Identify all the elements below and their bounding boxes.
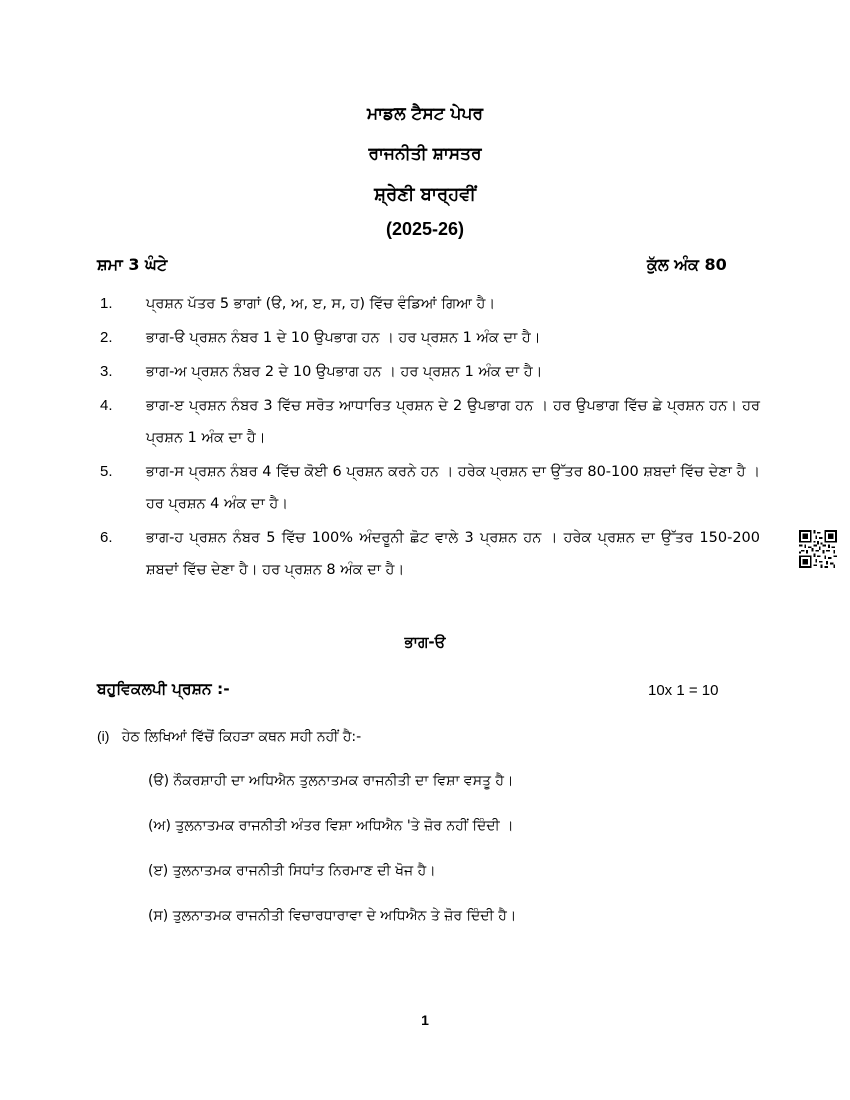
session-year: (2025-26) [385,219,465,239]
question-number: (i) [97,728,110,744]
instruction-text: ਭਾਗ-ਸ ਪ੍ਰਸ਼ਨ ਨੰਬਰ 4 ਵਿੱਚ ਕੋਈ 6 ਪ੍ਰਸ਼ਨ ਕਰਨੇ ਹਨ । ਹਰੇਕ ਪ੍ਰਸ਼ਨ ਦਾ ਉੱਤਰ 80-100 ਸ਼ਬਦਾਂ ਵਿੱਚ ਦੇਣਾ ਹੈ । ਹਰ ਪ੍ਰਸ਼ਨ 4 ਅੰਕ ਦਾ ਹੈ। [146,464,760,512]
mcq-heading: ਬਹੁਵਿਕਲਪੀ ਪ੍ਰਸ਼ਨ :- [97,680,230,698]
instruction-text: ਭਾਗ-ਹ ਪ੍ਰਸ਼ਨ ਨੰਬਰ 5 ਵਿੱਚ 100% ਅੰਦਰੂਨੀ ਛੋਟ ਵਾਲੇ 3 ਪ੍ਰਸ਼ਨ ਹਨ । ਹਰੇਕ ਪ੍ਰਸ਼ਨ ਦਾ ਉੱਤਰ 150-200 ਸ਼ਬਦਾਂ ਵਿੱਚ ਦੇਣਾ ਹੈ। ਹਰ ਪ੍ਰਸ਼ਨ 8 ਅੰਕ ਦਾ ਹੈ। [146,530,760,578]
question-text: ਹੇਠ ਲਿਖਿਆਂ ਵਿੱਚੋਂ ਕਿਹੜਾ ਕਥਨ ਸਹੀ ਨਹੀਂ ਹੈ:- [121,729,362,745]
instruction-number: 2. [100,329,113,346]
time-allowed: ਸ਼ਮਾ 3 ਘੰਟੇ [97,255,168,274]
instruction-item [100,288,760,320]
instruction-number: 4. [100,397,113,414]
instruction-item [100,522,760,586]
options-list [148,773,516,953]
instructions-list [100,288,760,588]
question-item [97,728,361,745]
instruction-text: ਪ੍ਰਸ਼ਨ ਪੱਤਰ 5 ਭਾਗਾਂ (ੳ, ਅ, ੲ, ਸ, ਹ) ਵਿੱਚ ਵੰਡਿਆਂ ਗਿਆ ਹੈ। [146,296,496,312]
total-marks: ਕੁੱਲ ਅੰਕ 80 [647,255,727,274]
qr-code-icon [799,530,837,568]
instruction-item [100,356,760,388]
option-a: (ੳ) ਨੌਕਰਸ਼ਾਹੀ ਦਾ ਅਧਿਐਨ ਤੁਲਨਾਤਮਕ ਰਾਜਨੀਤੀ ਦਾ ਵਿਸ਼ਾ ਵਸਤੂ ਹੈ। [148,773,514,789]
instruction-item [100,456,760,520]
paper-title: ਮਾਡਲ ਟੈਸਟ ਪੇਪਰ [366,104,483,124]
subject-title: ਰਾਜਨੀਤੀ ਸ਼ਾਸਤਰ [368,144,482,164]
instruction-text: ਭਾਗ-ੲ ਪ੍ਰਸ਼ਨ ਨੰਬਰ 3 ਵਿੱਚ ਸਰੋਤ ਆਧਾਰਿਤ ਪ੍ਰਸ਼ਨ ਦੇ 2 ਉਪਭਾਗ ਹਨ । ਹਰ ਉਪਭਾਗ ਵਿੱਚ ਛੇ ਪ੍ਰਸ਼ਨ ਹਨ। ਹਰ ਪ੍ਰਸ਼ਨ 1 ਅੰਕ ਦਾ ਹੈ। [146,398,760,446]
mcq-marks: 10x 1 = 10 [648,682,719,699]
instruction-number: 1. [100,295,113,312]
option-b: (ਅ) ਤੁਲਨਾਤਮਕ ਰਾਜਨੀਤੀ ਅੰਤਰ ਵਿਸ਼ਾ ਅਧਿਐਨ 'ਤੇ ਜ਼ੋਰ ਨਹੀਂ ਦਿੰਦੀ । [148,818,514,834]
instruction-text: ਭਾਗ-ਅ ਪ੍ਰਸ਼ਨ ਨੰਬਰ 2 ਦੇ 10 ਉਪਭਾਗ ਹਨ । ਹਰ ਪ੍ਰਸ਼ਨ 1 ਅੰਕ ਦਾ ਹੈ। [146,364,543,380]
section-title: ਭਾਗ-ੳ [404,633,446,651]
instruction-item [100,322,760,354]
instruction-number: 6. [100,529,113,546]
class-title: ਸ਼੍ਰੇਣੀ ਬਾਰ੍ਹਵੀਂ [374,184,476,205]
instruction-item [100,390,760,454]
option-c: (ੲ) ਤੁਲਨਾਤਮਕ ਰਾਜਨੀਤੀ ਸਿਧਾਂਤ ਨਿਰਮਾਣ ਦੀ ਖੋਜ ਹੈ। [148,863,436,879]
instruction-text: ਭਾਗ-ੳ ਪ੍ਰਸ਼ਨ ਨੰਬਰ 1 ਦੇ 10 ਉਪਭਾਗ ਹਨ । ਹਰ ਪ੍ਰਸ਼ਨ 1 ਅੰਕ ਦਾ ਹੈ। [146,330,541,346]
option-d: (ਸ) ਤੁਲਨਾਤਮਕ ਰਾਜਨੀਤੀ ਵਿਚਾਰਧਾਰਾਵਾ ਦੇ ਅਧਿਐਨ ਤੇ ਜ਼ੋਰ ਦਿੰਦੀ ਹੈ। [148,908,517,924]
instruction-number: 3. [100,363,113,380]
instruction-number: 5. [100,463,113,480]
page-number: 1 [421,1012,429,1028]
